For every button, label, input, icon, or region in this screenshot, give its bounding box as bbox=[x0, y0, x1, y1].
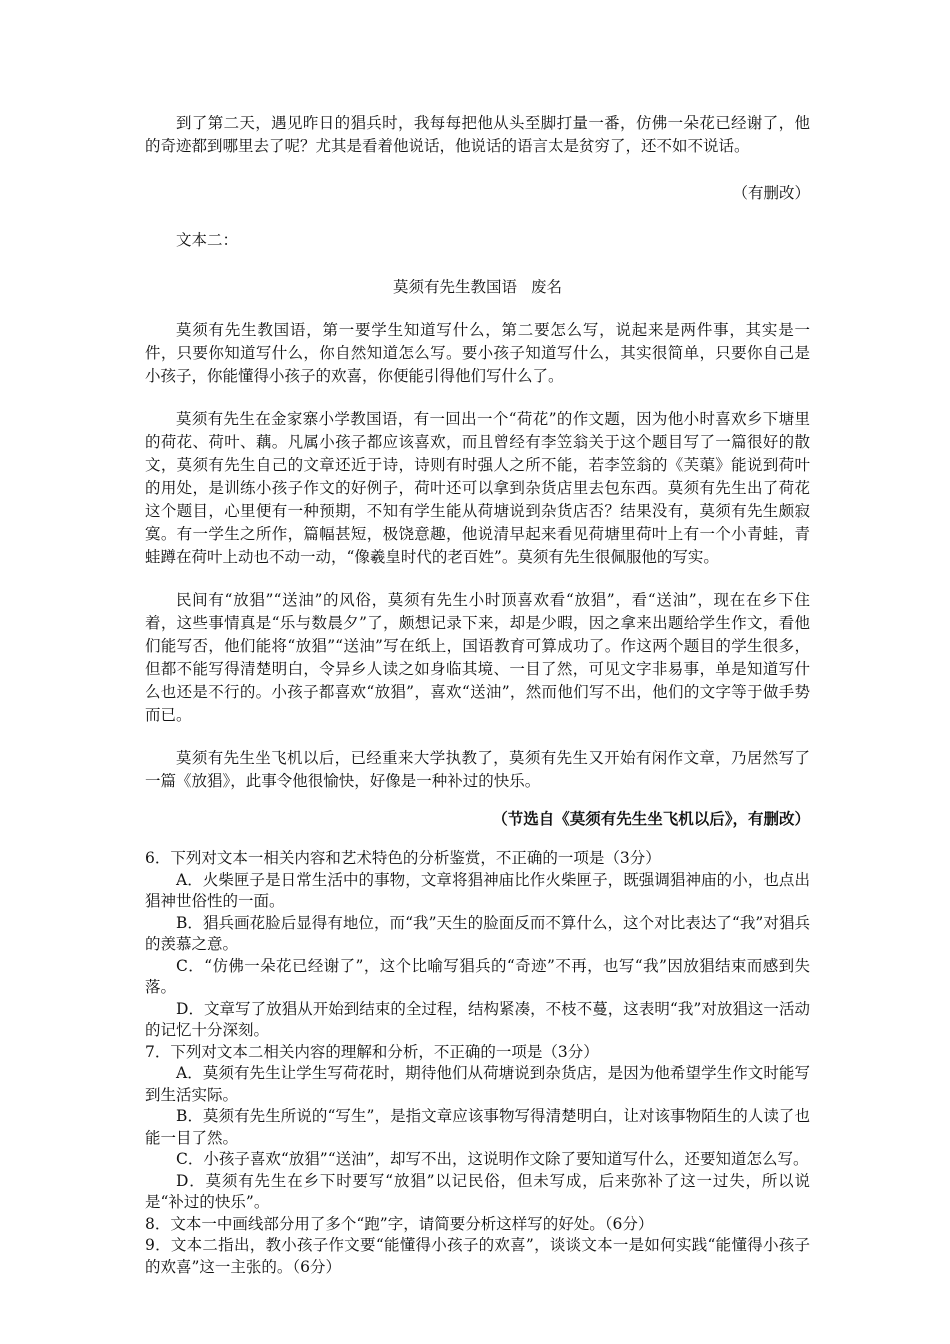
question-6-option-a: A．火柴匣子是日常生活中的事物，文章将猖神庙比作火柴匣子，既强调猖神庙的小，也点出猖神世俗性的一面。 bbox=[145, 870, 810, 910]
question-7-option-a: A．莫须有先生让学生写荷花时，期待他们从荷塘说到杂货店，是因为他希望学生作文时能写到生活实际。 bbox=[145, 1064, 810, 1104]
text1-closing-paragraph: 到了第二天，遇见昨日的猖兵时，我每每把他从头至脚打量一番，仿佛一朵花已经谢了，他的奇迹都到哪里去了呢？尤其是看着他说话，他说话的语言太是贫穷了，还不如不说话。 bbox=[145, 114, 810, 155]
text2-paragraph: 莫须有先生教国语，第一要学生知道写什么，第二要怎么写，说起来是两件事，其实是一件，只要你知道写什么，你自然知道怎么写。要小孩子知道写什么，其实很简单，只要你自己是小孩子，你能懂得小孩子的欢喜，你便能引得他们写什么了。 bbox=[145, 321, 810, 385]
question-7-option-d: D．莫须有先生在乡下时要写“放猖”以记民俗，但未写成，后来弥补了这一过失，所以说是“补过的快乐”。 bbox=[145, 1171, 810, 1211]
question-7-option-b: B．莫须有先生所说的“写生”，是指文章应该事物写得清楚明白，让对该事物陌生的人读了也能一目了然。 bbox=[145, 1107, 810, 1147]
text2-title: 莫须有先生教国语 bbox=[392, 278, 517, 296]
text2-title-line bbox=[145, 276, 810, 299]
question-8-stem: 8．文本一中画线部分用了多个“跑”字，请简要分析这样写的好处。（6分） bbox=[145, 1214, 654, 1233]
text2-author: 废名 bbox=[531, 278, 563, 296]
text2-source-note: （节选自《莫须有先生坐飞机以后》，有删改） bbox=[492, 809, 810, 828]
text2-paragraph: 莫须有先生坐飞机以后，已经重来大学执教了，莫须有先生又开始有闲作文章，乃居然写了一篇《放猖》，此事令他很愉快，好像是一种补过的快乐。 bbox=[145, 749, 810, 790]
text2-label: 文本二： bbox=[176, 231, 239, 249]
question-7-option-c: C．小孩子喜欢“放猖”“送油”，却写不出，这说明作文除了要知道写什么，还要知道怎么写。 bbox=[176, 1150, 809, 1168]
text2-paragraph: 莫须有先生在金家寨小学教国语，有一回出一个“荷花”的作文题，因为他小时喜欢乡下塘里的荷花、荷叶、藕。凡属小孩子都应该喜欢，而且曾经有李笠翁关于这个题目写了一篇很好的散文，莫须有先生自己的文章还近于诗，诗则有时强人之所不能，若李笠翁的《芙蕖》能说到荷叶的用处，是训练小孩子作文的好例子，荷叶还可以拿到杂货店里去包东西。莫须有先生出了荷花这个题目，心里便有一种预期，不知有学生能从荷塘说到杂货店否？结果没有，莫须有先生颇寂寞。有一学生之所作，篇幅甚短，极饶意趣，他说清早起来看见荷塘里荷叶上有一个小青蛙，青蛙蹲在荷叶上动也不动一动，“像羲皇时代的老百姓”。莫须有先生很佩服他的写实。 bbox=[145, 410, 810, 566]
text1-source-note: （有删改） bbox=[732, 184, 810, 202]
document-page bbox=[145, 112, 810, 1278]
question-6-option-d: D．文章写了放猖从开始到结束的全过程，结构紧凑，不枝不蔓，这表明“我”对放猖这一活动的记忆十分深刻。 bbox=[145, 999, 810, 1039]
question-6-stem: 6．下列对文本一相关内容和艺术特色的分析鉴赏，不正确的一项是（3分） bbox=[145, 849, 661, 867]
question-section bbox=[145, 848, 810, 1278]
question-9-stem: 9．文本二指出，教小孩子作文要“能懂得小孩子的欢喜”，谈谈文本一是如何实践“能懂得小孩子的欢喜”这一主张的。（6分） bbox=[145, 1236, 810, 1276]
question-6-option-c: C．“仿佛一朵花已经谢了”，这个比喻写猖兵的“奇迹”不再，也写“我”因放猖结束而感到失落。 bbox=[145, 956, 810, 996]
question-6-option-b: B．猖兵画花脸后显得有地位，而“我”天生的脸面反而不算什么，这个对比表达了“我”对猖兵的羡慕之意。 bbox=[145, 913, 810, 953]
question-7-stem: 7．下列对文本二相关内容的理解和分析，不正确的一项是（3分） bbox=[145, 1042, 599, 1061]
text2-paragraph: 民间有“放猖”“送油”的风俗，莫须有先生小时顶喜欢看“放猖”，看“送油”，现在在乡下住着，这些事情真是“乐与数晨夕”了，颇想记录下来，却是少暇，因之拿来出题给学生作文，看他们能写否，他们能将“放猖”“送油”写在纸上，国语教育可算成功了。作这两个题目的学生很多，但都不能写得清楚明白，令异乡人读之如身临其境、一目了然，可见文字非易事，单是知道写什么也还是不行的。小孩子都喜欢“放猖”，喜欢“送油”，然而他们写不出，他们的文字等于做手势而已。 bbox=[145, 591, 810, 724]
